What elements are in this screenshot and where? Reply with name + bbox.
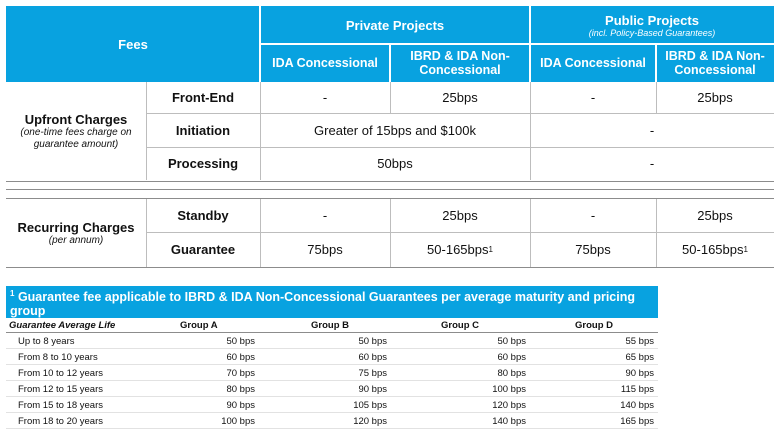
recurring-charges-subtitle: (per annum) [48,235,104,246]
col-header-group-c: Group C [441,320,479,331]
table-cell: 50 bps [497,336,526,347]
table-row-label: From 12 to 15 years [18,384,104,395]
front-end-public-ibrd: 25bps [697,90,733,105]
front-end-public-ida: - [590,90,596,105]
footnote-text: Guarantee fee applicable to IBRD & IDA Non-Concessional Guarantees per average maturity and pricing group [10,290,635,319]
guarantee-private-ibrd: 50-165bps 1 [427,242,493,257]
guarantee-public-ida: 75bps [575,242,611,257]
table-cell: 165 bps [620,416,654,427]
grid-line [656,82,657,113]
footnote-banner [6,286,658,318]
header-divider [655,44,657,82]
col-header-group-d: Group D [575,320,613,331]
grid-line [146,113,774,114]
public-projects-label: Public Projects [605,12,699,28]
table-row-rule [6,396,658,397]
table-row-label: From 18 to 20 years [18,416,104,427]
public-ida-concessional-header [530,44,656,82]
grid-line [390,199,391,267]
footnote-banner-mark: 1 [10,289,15,298]
table-row-rule [6,364,658,365]
table-cell: 90 bps [358,384,387,395]
grid-line [146,199,147,267]
guarantee-public-ibrd: 50-165bps 1 [682,242,748,257]
table-row-rule [6,348,658,349]
public-projects-sublabel: (incl. Policy-Based Guarantees) [588,27,716,38]
grid-line [530,82,531,180]
table-header-rule [6,332,658,333]
table-cell: 55 bps [625,336,654,347]
initiation-private: Greater of 15bps and $100k [314,122,476,138]
processing-private: 50bps [377,156,413,171]
public-ibrd-label: IBRD & IDA Non-Concessional [665,49,765,77]
table-cell: 100 bps [492,384,526,395]
front-end-private-ida: - [322,90,328,105]
table-cell: 70 bps [226,368,255,379]
grid-line [656,199,657,267]
table-cell: 120 bps [353,416,387,427]
footnote-mark: 1 [488,245,493,254]
table-cell: 60 bps [226,352,255,363]
initiation-public: - [649,122,655,138]
standby-private-ida: - [322,208,328,223]
private-ida-concessional-header [260,44,390,82]
table-cell: 80 bps [497,368,526,379]
fees-header-label: Fees [118,36,148,52]
grid-line [530,199,531,267]
private-projects-label: Private Projects [345,17,445,33]
table-cell: 120 bps [492,400,526,411]
table-cell: 100 bps [221,416,255,427]
row-label-guarantee: Guarantee [170,242,236,257]
table-cell: 50 bps [358,336,387,347]
table-row-rule [6,412,658,413]
private-ibrd-label: IBRD & IDA Non-Concessional [410,49,510,77]
grid-line [260,199,261,267]
grid-line [146,82,147,180]
recurring-charges-group [6,199,146,267]
section-separator [6,189,774,190]
header-divider [260,43,774,45]
upfront-charges-group [6,82,146,180]
table-row-rule [6,428,658,429]
private-projects-header [260,6,530,44]
processing-public: - [649,156,655,171]
table-row-rule [6,380,658,381]
upfront-charges-title: Upfront Charges [24,111,128,127]
public-projects-header [530,6,774,44]
public-ida-label: IDA Concessional [540,56,646,70]
table-cell: 80 bps [226,384,255,395]
section-separator [6,181,774,182]
grid-line [6,267,774,268]
table-cell: 75 bps [358,368,387,379]
header-divider [389,44,391,82]
row-label-front-end: Front-End [171,90,235,105]
table-cell: 60 bps [358,352,387,363]
table-cell: 50 bps [226,336,255,347]
standby-public-ida: - [590,208,596,223]
standby-public-ibrd: 25bps [697,208,733,223]
table-cell: 105 bps [353,400,387,411]
row-label-processing: Processing [167,156,239,171]
col-header-group-a: Group A [180,320,218,331]
private-ida-label: IDA Concessional [272,56,378,70]
private-ibrd-ida-header [390,44,530,82]
col-header-group-b: Group B [311,320,349,331]
footnote-mark: 1 [743,245,748,254]
table-cell: 90 bps [226,400,255,411]
table-row-label: From 15 to 18 years [18,400,104,411]
guarantee-private-ida: 75bps [307,242,343,257]
grid-line [146,147,774,148]
table-row-label: From 8 to 10 years [18,352,98,363]
table-cell: 65 bps [625,352,654,363]
row-label-standby: Standby [177,208,229,223]
grid-line [260,82,261,180]
row-label-initiation: Initiation [175,122,231,138]
grid-line [390,82,391,113]
table-cell: 140 bps [492,416,526,427]
fees-header [6,6,260,82]
standby-private-ibrd: 25bps [442,208,478,223]
table-row-label: From 10 to 12 years [18,368,104,379]
col-header-average-life: Guarantee Average Life [9,320,116,331]
recurring-charges-title: Recurring Charges [17,220,135,235]
public-ibrd-ida-header [656,44,774,82]
table-row-label: Up to 8 years [18,336,75,347]
front-end-private-ibrd: 25bps [442,90,478,105]
table-cell: 90 bps [625,368,654,379]
table-cell: 60 bps [497,352,526,363]
table-cell: 115 bps [620,384,654,395]
table-cell: 140 bps [620,400,654,411]
grid-line [146,232,774,233]
upfront-charges-subtitle: (one-time fees charge on guarantee amount) [20,126,132,150]
